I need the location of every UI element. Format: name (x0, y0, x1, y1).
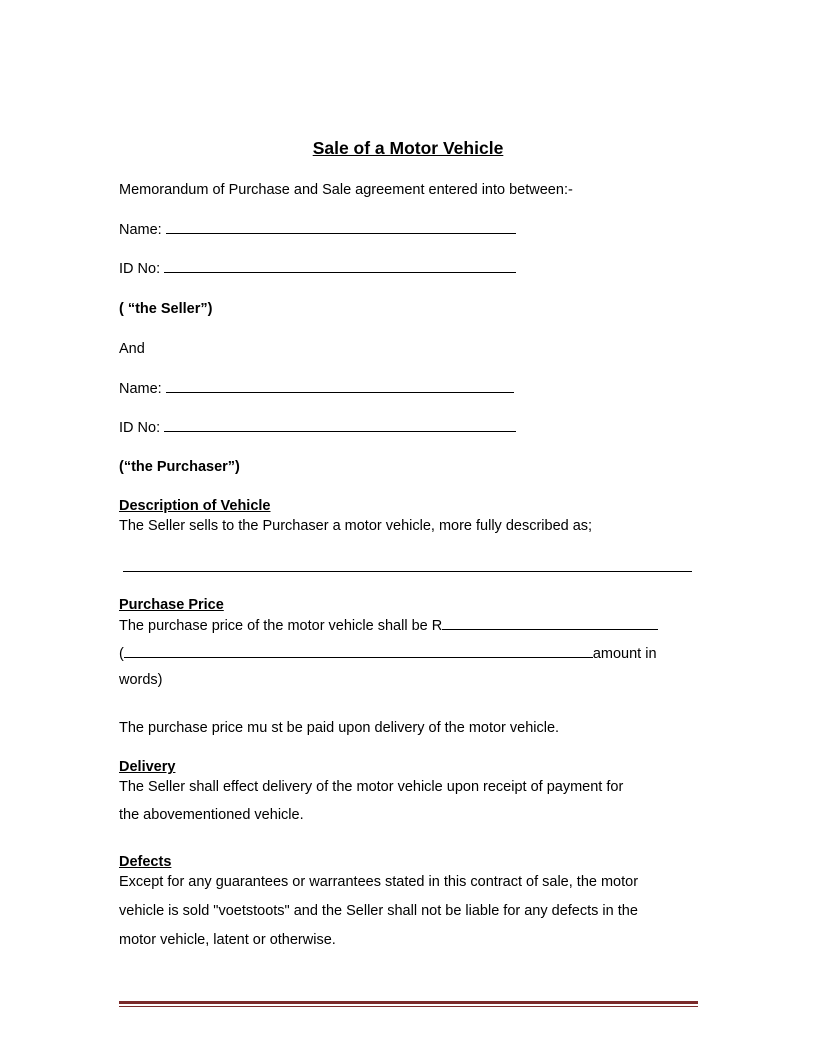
delivery-heading: Delivery (119, 759, 176, 775)
price-line-1 (119, 616, 658, 635)
price-words-field[interactable] (124, 644, 593, 658)
description-text: The Seller sells to the Purchaser a motor vehicle, more fully described as; (119, 518, 593, 534)
purchaser-role: (“the Purchaser”) (119, 459, 240, 475)
defects-line-3: motor vehicle, latent or otherwise. (119, 932, 336, 948)
price-amount-field[interactable] (442, 616, 658, 630)
payment-text: The purchase price mu st be paid upon delivery of the motor vehicle. (119, 720, 560, 736)
purchaser-name-field[interactable] (166, 379, 514, 393)
purchaser-id-label: ID No: (119, 420, 161, 436)
vehicle-description-field[interactable] (123, 571, 692, 572)
purchaser-name-label: Name: (119, 381, 162, 397)
seller-name-label: Name: (119, 222, 162, 238)
seller-id-line (119, 259, 516, 278)
defects-heading: Defects (119, 854, 172, 870)
delivery-line-2: the abovementioned vehicle. (119, 807, 304, 823)
purchaser-id-line (119, 418, 516, 437)
footer-rule-thick (119, 1001, 698, 1004)
document-title: Sale of a Motor Vehicle (312, 138, 504, 158)
seller-name-line (119, 220, 516, 239)
seller-name-field[interactable] (166, 220, 516, 234)
price-line-3: words) (119, 672, 163, 688)
seller-id-label: ID No: (119, 261, 161, 277)
price-line-2 (119, 644, 657, 663)
purchaser-id-field[interactable] (164, 418, 516, 432)
price-line-2-suffix: amount in (592, 646, 657, 662)
price-paren-open: ( (119, 646, 124, 662)
defects-line-1: Except for any guarantees or warrantees stated in this contract of sale, the motor (119, 874, 639, 890)
conjunction-text: And (119, 341, 145, 357)
seller-role: ( “the Seller”) (119, 301, 213, 317)
footer-rule-thin (119, 1006, 698, 1007)
defects-line-2: vehicle is sold "voetstoots" and the Seller shall not be liable for any defects in the (119, 903, 638, 919)
price-line-1-text: The purchase price of the motor vehicle shall be R (119, 618, 443, 634)
intro-text: Memorandum of Purchase and Sale agreement entered into between:- (119, 182, 573, 198)
description-heading: Description of Vehicle (119, 498, 271, 514)
delivery-line-1: The Seller shall effect delivery of the motor vehicle upon receipt of payment for (119, 779, 624, 795)
price-heading: Purchase Price (119, 597, 224, 613)
seller-id-field[interactable] (164, 259, 516, 273)
purchaser-name-line (119, 379, 514, 398)
